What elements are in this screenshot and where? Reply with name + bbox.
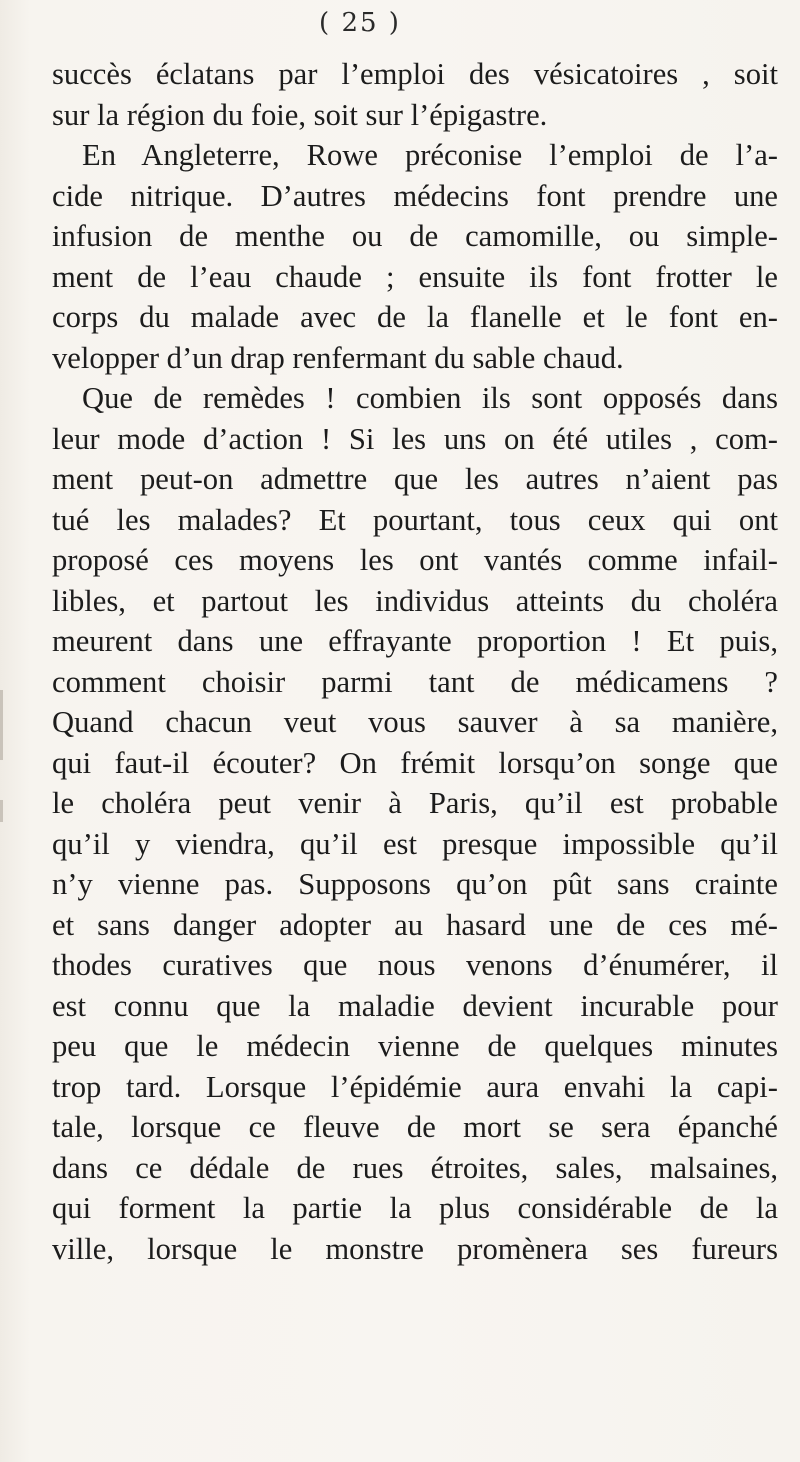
text-line: thodes curatives que nous venons d’énumérer, il — [52, 948, 778, 982]
text-line: qui faut-il écouter? On frémit lorsqu’on songe que — [52, 745, 778, 780]
text-line: meurent dans une effrayante proportion ! Et puis, — [52, 624, 778, 658]
text-line: infusion de menthe ou de camomille, ou simple- — [52, 219, 778, 253]
text-line: libles, et partout les individus atteints du choléra — [52, 583, 778, 618]
page-number: ( 25 ) — [319, 8, 401, 38]
text-line: ment peut-on admettre que les autres n’aient pas — [52, 462, 778, 496]
text-line: En Angleterre, Rowe préconise l’emploi de l’a- — [82, 138, 778, 172]
text-line: ville, lorsque le monstre promènera ses fureurs — [52, 1231, 778, 1266]
text-line: et sans danger adopter au hasard une de ces mé- — [52, 907, 778, 942]
text-line: tué les malades? Et pourtant, tous ceux qui ont — [52, 502, 778, 537]
text-line: succès éclatans par l’emploi des vésicatoires , soit — [52, 57, 778, 91]
text-line: velopper d’un drap renfermant du sable chaud. — [52, 340, 624, 375]
text-line: sur la région du foie, soit sur l’épigastre. — [52, 97, 548, 132]
text-line: cide nitrique. D’autres médecins font prendre une — [52, 178, 778, 213]
text-line: peu que le médecin vienne de quelques minutes — [52, 1029, 778, 1063]
text-line: est connu que la maladie devient incurable pour — [52, 988, 778, 1023]
text-line: trop tard. Lorsque l’épidémie aura envahi la capi- — [52, 1069, 778, 1104]
text-line: corps du malade avec de la flanelle et le font en- — [52, 300, 778, 334]
text-line: n’y vienne pas. Supposons qu’on pût sans crainte — [52, 867, 778, 901]
text-line: Quand chacun veut vous sauver à sa manière, — [52, 705, 778, 739]
text-line: le choléra peut venir à Paris, qu’il est probable — [52, 786, 778, 820]
text-line: Que de remèdes ! combien ils sont opposés dans — [82, 381, 778, 415]
text-line: ment de l’eau chaude ; ensuite ils font frotter le — [52, 259, 778, 294]
text-line: leur mode d’action ! Si les uns on été utiles , com- — [52, 421, 778, 456]
text-line: proposé ces moyens les ont vantés comme infail- — [52, 543, 778, 577]
binding-shadow — [0, 690, 3, 760]
binding-shadow — [0, 800, 3, 822]
text-line: dans ce dédale de rues étroites, sales, malsaines, — [52, 1150, 778, 1185]
text-line: tale, lorsque ce fleuve de mort se sera épanché — [52, 1110, 778, 1144]
body-text — [52, 54, 778, 1269]
text-line: comment choisir parmi tant de médicamens ? — [52, 664, 778, 699]
text-line: qu’il y viendra, qu’il est presque impossible qu’il — [52, 826, 778, 861]
text-line: qui forment la partie la plus considérable de la — [52, 1191, 778, 1225]
